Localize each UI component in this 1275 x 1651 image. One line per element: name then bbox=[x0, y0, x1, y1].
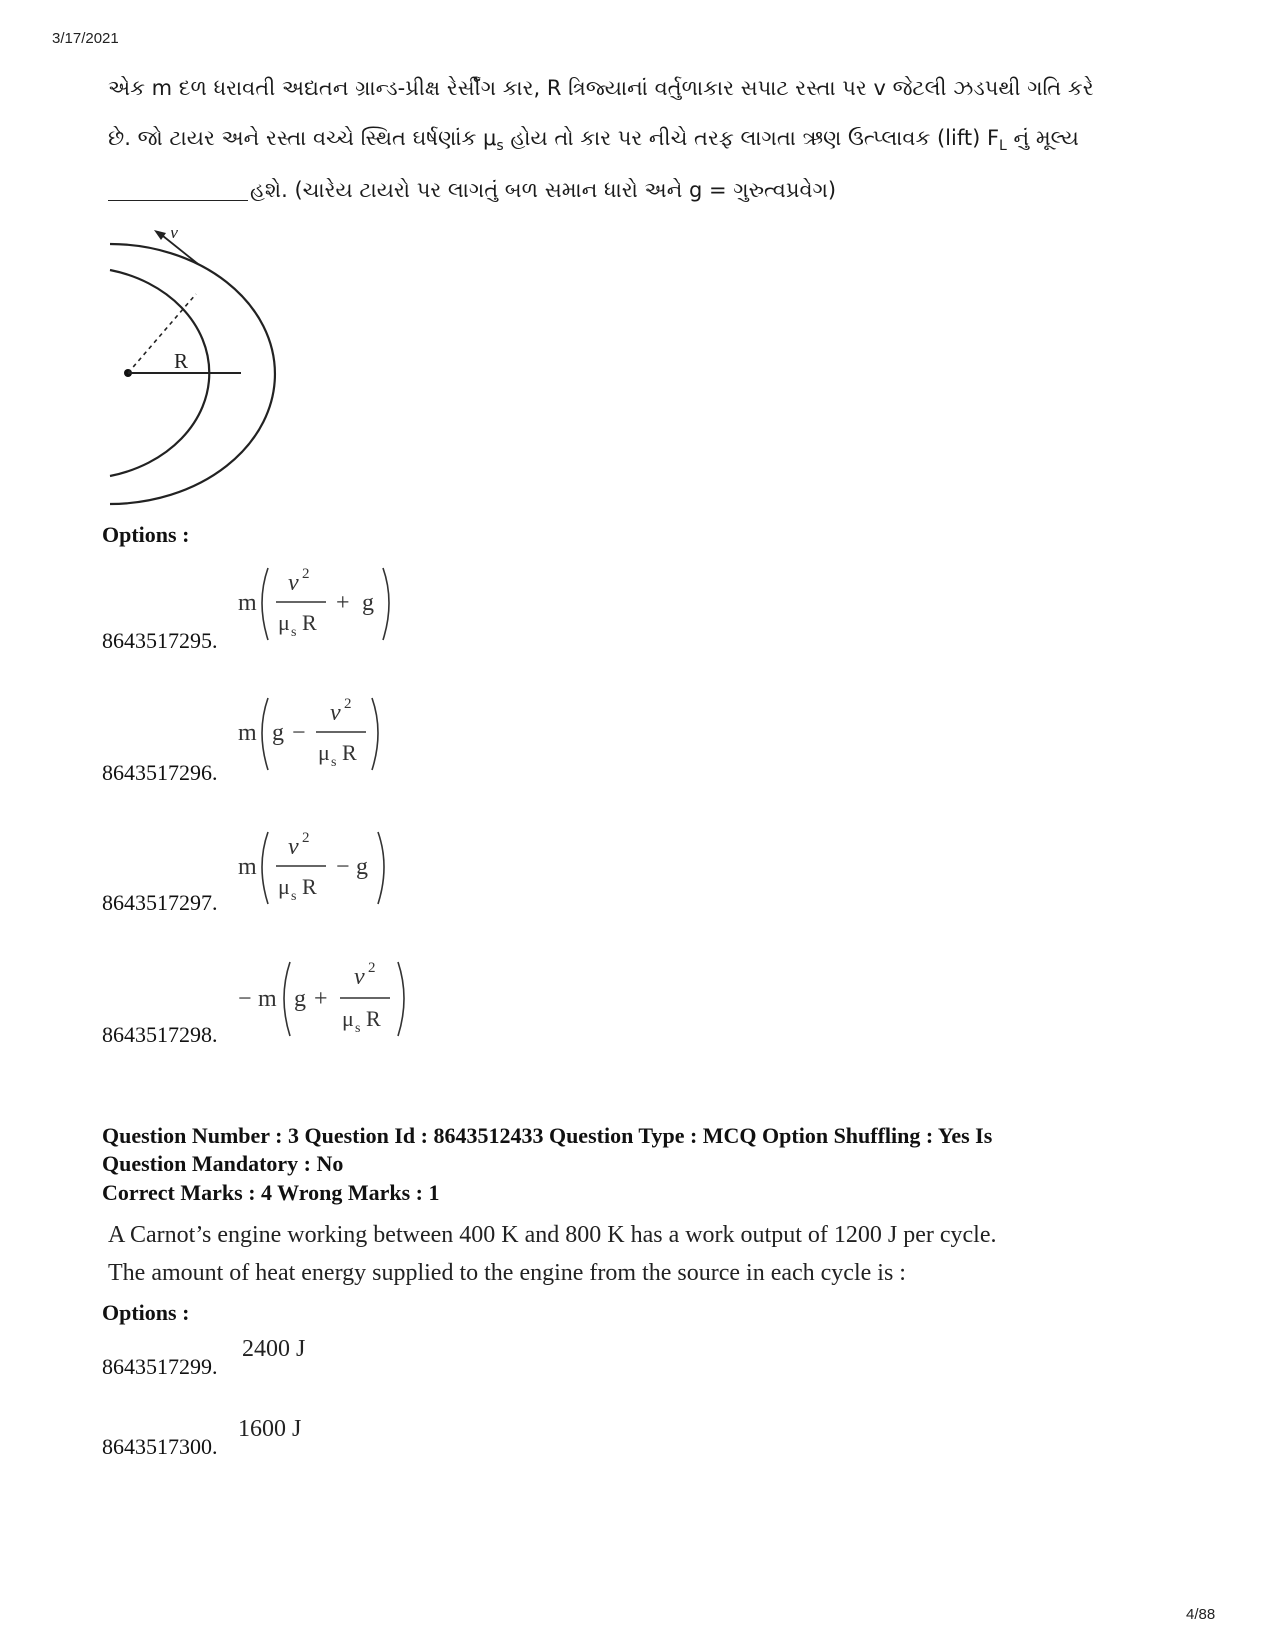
svg-text:+: + bbox=[314, 986, 328, 1012]
svg-text:g: g bbox=[294, 986, 306, 1012]
svg-text:μ: μ bbox=[342, 1006, 354, 1031]
options-label: Options : bbox=[102, 522, 190, 547]
svg-text:v: v bbox=[354, 964, 365, 990]
svg-text:s: s bbox=[355, 1021, 361, 1036]
svg-text:s: s bbox=[331, 755, 337, 770]
svg-text:+: + bbox=[336, 590, 350, 616]
option-id: 8643517295. bbox=[102, 628, 218, 653]
svg-text:v: v bbox=[330, 700, 341, 726]
svg-text:m: m bbox=[238, 720, 257, 746]
track-diagram bbox=[108, 230, 288, 520]
svg-text:μ: μ bbox=[318, 740, 330, 765]
svg-text:v: v bbox=[288, 834, 299, 860]
svg-text:R: R bbox=[366, 1006, 381, 1031]
options-label: Options : bbox=[102, 1300, 190, 1325]
question-meta-line-2: Question Mandatory : No bbox=[102, 1151, 344, 1176]
svg-text:g: g bbox=[356, 854, 368, 880]
question-text-line-3: હશે. (ચારેય ટાયરો પર લાગતું બળ સમાન ધારો અને g = ગુરુત્વપ્રવેગ) bbox=[250, 178, 837, 202]
subscript: s bbox=[496, 138, 504, 154]
question-text-part: નું મૂલ્ય bbox=[1006, 126, 1079, 150]
option-id: 8643517300. bbox=[102, 1434, 218, 1459]
svg-text:g: g bbox=[272, 720, 284, 746]
question-text-line-1: એક m દળ ધરાવતી અદ્યતન ગ્રાન્ડ-પ્રીક્ષ રેર્સીંગ કાર, R ત્રિજ્યાનાં વર્તુળાકાર સપાટ રસ્તા પર v જેટલી ઝડપથી ગતિ કરે bbox=[108, 76, 1094, 100]
svg-text:R: R bbox=[302, 874, 317, 899]
svg-text:m: m bbox=[238, 854, 257, 880]
svg-text:2: 2 bbox=[302, 830, 310, 846]
svg-text:2: 2 bbox=[302, 566, 310, 582]
print-date: 3/17/2021 bbox=[52, 30, 119, 47]
svg-text:m: m bbox=[258, 986, 277, 1012]
svg-text:s: s bbox=[291, 889, 297, 904]
arrow-head-icon bbox=[154, 230, 166, 240]
answer-blank bbox=[108, 200, 248, 201]
question-meta bbox=[102, 1122, 1182, 1178]
option-formula-1 bbox=[238, 560, 408, 655]
svg-text:2: 2 bbox=[344, 696, 352, 712]
svg-text:μ: μ bbox=[278, 874, 290, 899]
svg-text:R: R bbox=[342, 740, 357, 765]
option-id: 8643517296. bbox=[102, 760, 218, 785]
svg-text:−: − bbox=[336, 854, 350, 880]
question-text-part: હોય તો કાર પર નીચે તરફ લાગતા ઋણ ઉત્પ્લાવક (lift) F bbox=[503, 126, 1000, 150]
svg-text:R: R bbox=[302, 610, 317, 635]
option-answer: 2400 J bbox=[242, 1336, 306, 1362]
marks-line: Correct Marks : 4 Wrong Marks : 1 bbox=[102, 1180, 440, 1205]
circular-track-figure bbox=[108, 230, 288, 525]
svg-text:−: − bbox=[292, 720, 306, 746]
option-answer: 1600 J bbox=[238, 1416, 302, 1442]
subscript: L bbox=[999, 138, 1007, 154]
question-text-part: છે. જો ટાયર અને રસ્તા વચ્ચે સ્થિત ઘર્ષણાંક μ bbox=[108, 126, 497, 150]
question-text-line-2: The amount of heat energy supplied to the engine from the source in each cycle is : bbox=[108, 1260, 906, 1286]
radius-label: R bbox=[174, 349, 189, 373]
question-text-line-2 bbox=[108, 126, 1079, 154]
svg-text:g: g bbox=[362, 590, 374, 616]
question-text-line-1: A Carnot’s engine working between 400 K and 800 K has a work output of 1200 J per cycle. bbox=[108, 1222, 997, 1248]
question-text bbox=[108, 1216, 1208, 1292]
svg-text:s: s bbox=[291, 625, 297, 640]
option-id: 8643517297. bbox=[102, 890, 218, 915]
option-formula-2 bbox=[238, 692, 408, 787]
velocity-label: v bbox=[170, 230, 178, 242]
page-number: 4/88 bbox=[1186, 1606, 1216, 1623]
question-meta-line-1: Question Number : 3 Question Id : 8643512433 Question Type : MCQ Option Shuffling : Yes Is bbox=[102, 1123, 993, 1148]
velocity-arrow bbox=[158, 232, 198, 264]
svg-text:2: 2 bbox=[368, 960, 376, 976]
svg-text:−: − bbox=[238, 986, 252, 1012]
option-formula-4 bbox=[238, 954, 438, 1049]
option-formula-3 bbox=[238, 824, 408, 919]
option-id: 8643517298. bbox=[102, 1022, 218, 1047]
svg-text:v: v bbox=[288, 570, 299, 596]
svg-text:μ: μ bbox=[278, 610, 290, 635]
svg-text:m: m bbox=[238, 590, 257, 616]
option-id: 8643517299. bbox=[102, 1354, 218, 1379]
